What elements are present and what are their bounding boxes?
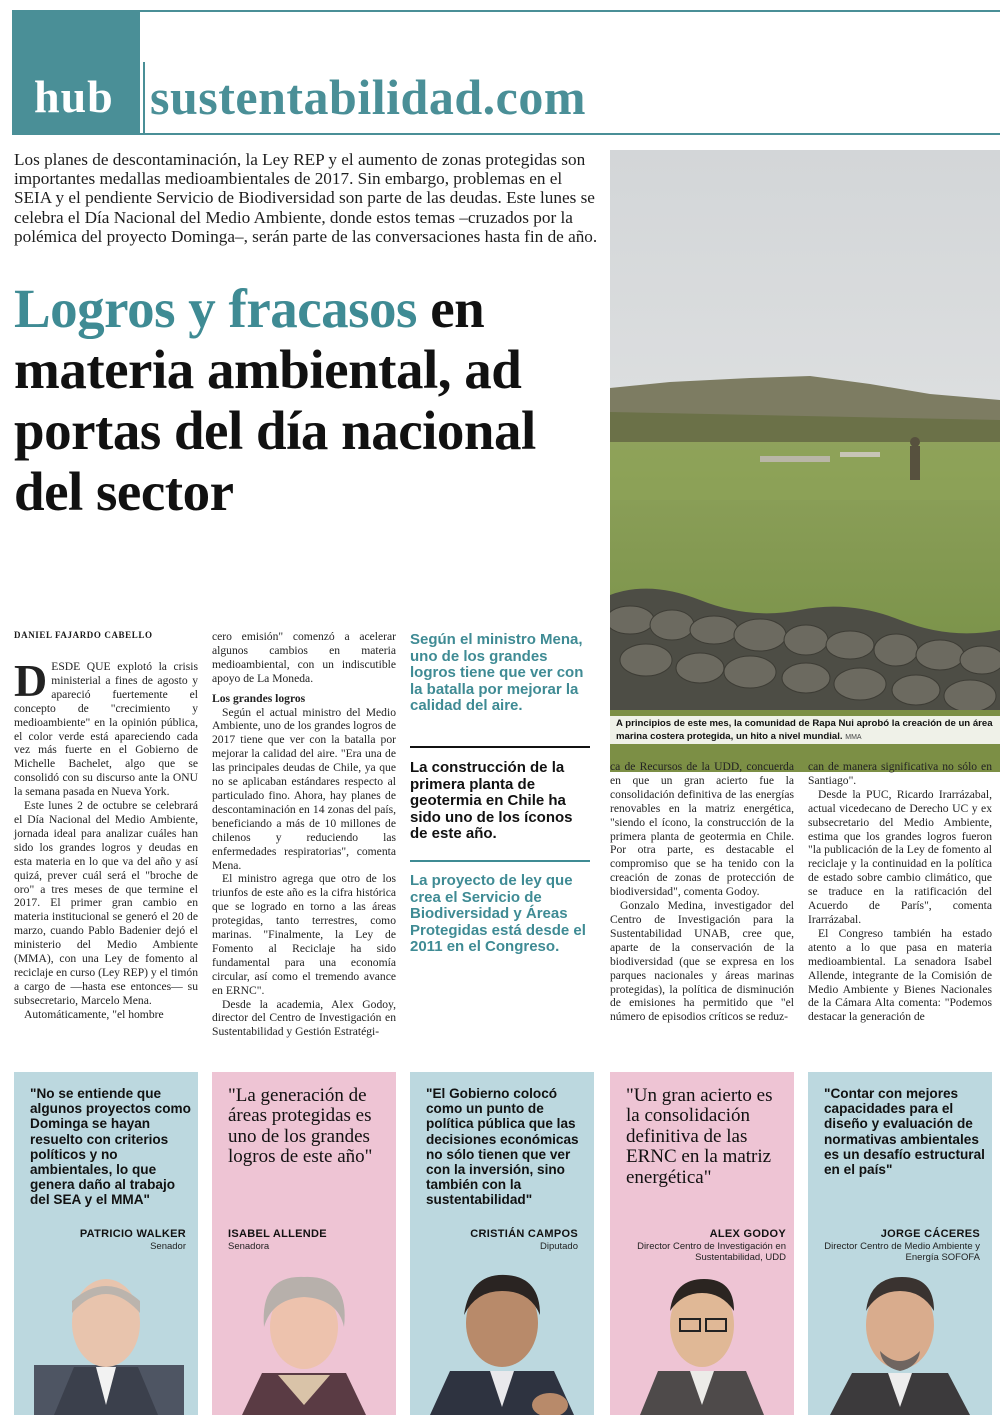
pull-quote: Según el ministro Mena, uno de los grandes logros tiene que ver con la batalla por mejorar la calidad del aire. <box>410 631 584 715</box>
paragraph: Automáticamente, "el hombre <box>24 1007 164 1021</box>
quote-text: "La generación de áreas protegidas es uno de los grandes logros de este año" <box>228 1085 373 1168</box>
headline-rest: en materia ambiental, ad portas del día nacional del sector <box>14 278 536 522</box>
portrait-photo <box>610 1255 794 1415</box>
article-column-1 <box>14 655 198 1022</box>
paragraph: Desde la academia, Alex Godoy, director del Centro de Investigación en Sustentabilidad y Gestión Estratégi- <box>212 997 396 1039</box>
portrait-photo <box>808 1255 992 1415</box>
quote-text: "Contar con mejores capacidades para el diseño y evaluación de normativas ambientales es un desafío estructural en el país" <box>824 1086 985 1178</box>
quote-role: Director Centro de Medio Ambiente y Energía SOFOFA <box>824 1241 980 1263</box>
quote-name: CRISTIÁN CAMPOS <box>470 1228 578 1240</box>
paragraph: Gonzalo Medina, investigador del Centro de Investigación para la Sustentabilidad UNAB, cree que, aparte de la conservación de la biodiversidad (que se expresa en los parques nacionales y áreas marinas protegidas), la política de disminución de emisiones ha permitido que "el número de episodios críticos se reduz- <box>610 899 794 1024</box>
quote-box <box>212 1072 396 1415</box>
paragraph: Según el actual ministro del Medio Ambiente, uno de los grandes logros de 2017 tiene que ver con la batalla por mejorar la calidad del aire. "Era una de las principales deudas de Chile, ya que no se aplicaban estándares respecto al particulado fino. Ahora, hay planes de descontaminación en 14 zonas del país, beneficiando a más de 10 millones de chilenos y reduciendo las enfermedades respiratorias", comenta Mena. <box>212 705 396 872</box>
paragraph-text: ESDE QUE explotó la crisis ministerial a fines de agosto y apareció fuertemente el concepto de "crecimiento y medioambiente" en la opinión pública, el color verde está apareciendo cada vez más fuerte en el Gobierno de Michelle Bachelet, algo que se consolidó con su discurso ante la ONU la semana pasada en Nueva York. <box>14 660 198 799</box>
paragraph: cero emisión" comenzó a acelerar algunos cambios en materia medioambiental, con un indiscutible apoyo de La Moneda. <box>212 630 396 685</box>
byline: DANIEL FAJARDO CABELLO <box>14 630 153 640</box>
quote-name: ISABEL ALLENDE <box>228 1228 327 1240</box>
quote-name: PATRICIO WALKER <box>79 1228 186 1240</box>
quote-box <box>808 1072 992 1415</box>
subheading: Los grandes logros <box>212 691 306 705</box>
article-column-4 <box>808 760 992 1024</box>
quote-box <box>610 1072 794 1415</box>
quote-text: "No se entiende que algunos proyectos como Dominga se hayan resuelto con criterios políticos y no ambientales, lo que genera daño al trabajo del SEA y el MMA" <box>30 1086 191 1208</box>
headline <box>14 278 604 522</box>
quote-text: "Un gran acierto es la consolidación definitiva de las ERNC en la matriz energética" <box>626 1085 773 1188</box>
portrait-photo <box>14 1255 198 1415</box>
portrait-photo <box>410 1255 594 1415</box>
paragraph <box>14 655 198 799</box>
landscape-photo <box>610 150 1000 772</box>
photo-caption <box>610 716 1000 744</box>
article-column-2 <box>212 630 396 1039</box>
paragraph: ca de Recursos de la UDD, concuerda en que un gran acierto fue la consolidación definitiva de las energías renovables en la matriz energética, "siendo el ícono, la construcción de la primera planta de geotermia en Chile. Por otra parte, es destacable el compromiso que se ha tenido con la creación de zonas de protección de biodiversidad", comenta Godoy. <box>610 760 794 899</box>
paragraph: Este lunes 2 de octubre se celebrará el Día Nacional del Medio Ambiente, jornada ideal para analizar cuáles han sido los grandes logros y deudas en esta materia en lo que va del año y así quizá, prever cuál será el "broche de oro" a tres meses de que termine el 2017. El primer gran cambio en materia institucional se generó el 20 de marzo, cuando Pablo Badenier dejó el ministerio del Medio Ambiente (MMA), con una Ley de fomento al reciclaje en curso (Ley REP) y el timón a cargo de —hasta ese entonces— su subsecretario, Marcelo Mena. <box>14 799 198 1007</box>
quote-role: Senador <box>150 1241 186 1252</box>
pull-quote-rule <box>410 746 590 748</box>
quote-box <box>410 1072 594 1415</box>
caption-text: A principios de este mes, la comunidad de Rapa Nui aprobó la creación de un área marina costera protegida, un hito a nivel mundial. <box>616 718 993 742</box>
pull-quote: La proyecto de ley que crea el Servicio de Biodiversidad y Áreas Protegidas está desde el 2011 en el Congreso. <box>410 872 586 956</box>
paragraph: El ministro agrega que otro de los triunfos de este año es la cifra histórica que se logrado en torno a las áreas protegidas, tanto terrestres, como marinas. "Finalmente, la Ley de Fomento al Reciclaje ha sido fundamental para una economía circular, así como el tremendo avance en ERNC". <box>212 872 396 997</box>
paragraph: can de manera significativa no sólo en Santiago". <box>808 760 992 787</box>
quote-name: JORGE CÁCERES <box>880 1228 980 1240</box>
pull-quote-rule <box>410 860 590 862</box>
photo-illustration <box>610 150 1000 772</box>
section-header <box>0 0 1000 140</box>
quote-role: Director Centro de Investigación en Sustentabilidad, UDD <box>637 1241 786 1263</box>
quote-name: ALEX GODOY <box>709 1228 786 1240</box>
header-divider <box>143 62 145 135</box>
article-column-3 <box>610 760 794 1024</box>
article-deck: Los planes de descontaminación, la Ley REP y el aumento de zonas protegidas son importantes medallas medioambientales de 2017. Sin embargo, problemas en el SEIA y el pendiente Servicio de Biodiversidad son parte de las deudas. Este lunes se celebra el Día Nacional del Medio Ambiente, donde estos temas –cruzados por la polémica del proyecto Dominga–, serán parte de las conversaciones hasta fin de año. <box>14 150 598 246</box>
quote-text: "El Gobierno colocó como un punto de política pública que las decisiones económicas no sólo tienen que ver con la inversión, sino también con la sustentabilidad" <box>426 1086 579 1208</box>
portrait-photo <box>212 1255 396 1415</box>
pull-quote: La construcción de la primera planta de geotermia en Chile ha sido uno de los íconos de este año. <box>410 759 573 843</box>
paragraph: Desde la PUC, Ricardo Irarrázabal, actual vicedecano de Derecho UC y ex subsecretario del Medio Ambiente, estima que los grandes logros fueron "la publicación de la Ley de fomento al reciclaje y la continuidad en la política de estado sobre cambio climático, que se traduce en la ratificación del Acuerdo de París", comenta Irarrázabal. <box>808 787 992 926</box>
headline-highlight: Logros y fracasos <box>14 278 417 339</box>
drop-cap: D <box>14 655 48 706</box>
quote-box <box>14 1072 198 1415</box>
quote-role: Diputado <box>539 1241 578 1252</box>
paragraph: El Congreso también ha estado atento a lo que pasa en materia medioambiental. La senadora Isabel Allende, integrante de la Comisión de Medio Ambiente y Bienes Nacionales de la Cámara Alta comenta: "Podemos destacar la generación de <box>808 926 992 1024</box>
site-title: sustentabilidad.com <box>150 69 586 125</box>
photo-credit: MMA <box>845 733 862 741</box>
quote-role: Senadora <box>228 1241 270 1252</box>
section-logo: hub <box>12 10 140 135</box>
